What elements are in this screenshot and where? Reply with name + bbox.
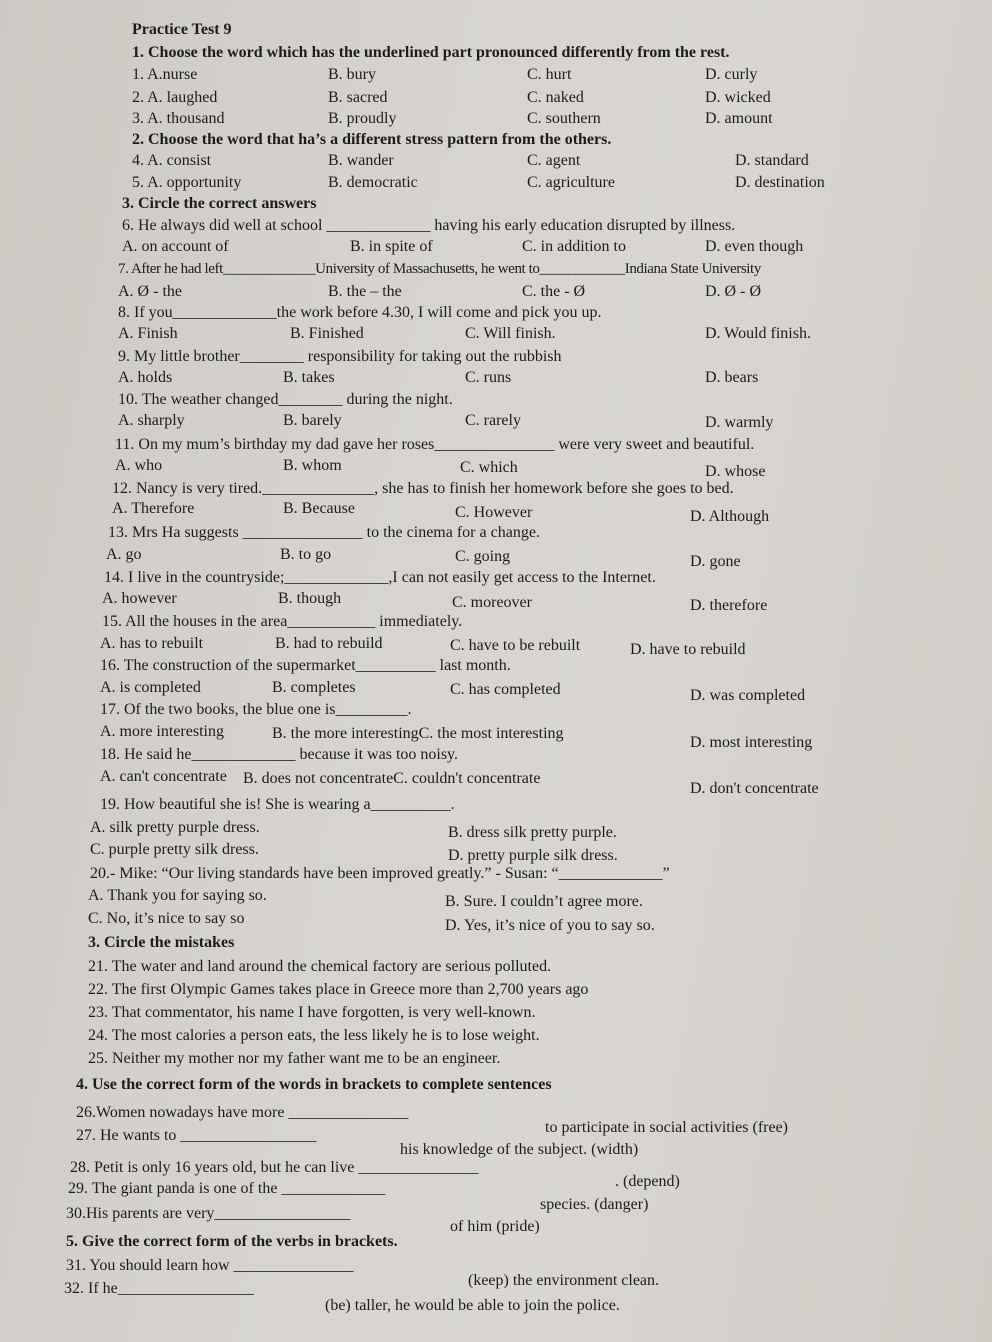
option-c[interactable]: C. the - Ø <box>522 283 586 300</box>
section-heading-word-forms: 4. Use the correct form of the words in brackets to complete sentences <box>76 1076 552 1093</box>
option-c[interactable]: C. Will finish. <box>465 325 556 342</box>
sentence-left[interactable]: 29. The giant panda is one of the _____________ <box>68 1180 386 1197</box>
question-stem: 17. Of the two books, the blue one is_________. <box>100 701 412 718</box>
option-d[interactable]: D. warmly <box>705 414 774 431</box>
option-b[interactable]: B. barely <box>283 412 342 429</box>
option-a[interactable]: 2. A. laughed <box>132 89 218 106</box>
option-d[interactable]: D. therefore <box>690 597 768 614</box>
option-a[interactable]: A. holds <box>118 369 173 386</box>
option-a[interactable]: A. is completed <box>100 679 201 696</box>
sentence-left[interactable]: 27. He wants to _________________ <box>76 1127 317 1144</box>
option-b[interactable]: B. whom <box>283 457 342 474</box>
option-d[interactable]: D. pretty purple silk dress. <box>448 847 618 864</box>
option-d[interactable]: D. gone <box>690 553 741 570</box>
option-c[interactable]: C. moreover <box>452 594 532 611</box>
option-a[interactable]: A. can't concentrate <box>100 768 227 785</box>
mistake-sentence-25[interactable]: 25. Neither my mother nor my father want me to be an engineer. <box>88 1050 501 1067</box>
question-stem: 9. My little brother________ responsibility for taking out the rubbish <box>118 348 562 365</box>
question-stem: 18. He said he_____________ because it was too noisy. <box>100 746 459 763</box>
option-b[interactable]: B. bury <box>328 66 376 83</box>
question-stem: 15. All the houses in the area___________ immediately. <box>102 613 463 630</box>
option-a[interactable]: A. Ø - the <box>118 283 182 300</box>
option-d[interactable]: D. Ø - Ø <box>705 283 761 300</box>
sentence-left[interactable]: 31. You should learn how _______________ <box>66 1257 354 1274</box>
option-c[interactable]: C. agent <box>527 152 581 169</box>
option-c[interactable]: C. southern <box>527 110 601 127</box>
option-a[interactable]: A. who <box>115 457 163 474</box>
section-heading-mistakes: 3. Circle the mistakes <box>88 934 235 951</box>
sentence-right: his knowledge of the subject. (width) <box>400 1141 639 1158</box>
option-c[interactable]: C. purple pretty silk dress. <box>90 841 259 858</box>
option-c[interactable]: C. No, it’s nice to say so <box>88 910 245 927</box>
option-c[interactable]: C. which <box>460 459 518 476</box>
question-stem: 20.- Mike: “Our living standards have been improved greatly.” - Susan: “_____________” <box>90 865 670 882</box>
question-stem: 16. The construction of the supermarket__________ last month. <box>100 657 511 674</box>
option-d[interactable]: D. have to rebuild <box>630 641 746 658</box>
mistake-sentence-21[interactable]: 21. The water and land around the chemical factory are serious polluted. <box>88 958 552 975</box>
option-b[interactable]: B. in spite of <box>350 238 433 255</box>
sentence-right: of him (pride) <box>450 1218 540 1235</box>
option-c[interactable]: C. hurt <box>527 66 572 83</box>
option-b[interactable]: B. Sure. I couldn’t agree more. <box>445 893 643 910</box>
sentence-left[interactable]: 32. If he_________________ <box>64 1280 254 1297</box>
option-b[interactable]: B. completes <box>272 679 356 696</box>
option-c[interactable]: C. going <box>455 548 511 565</box>
option-c[interactable]: C. in addition to <box>522 238 626 255</box>
section-heading-stress: 2. Choose the word that ha’s a different stress pattern from the others. <box>132 131 612 148</box>
question-stem: 8. If you_____________the work before 4.30, I will come and pick you up. <box>118 304 602 321</box>
option-d[interactable]: D. Yes, it’s nice of you to say so. <box>445 917 655 934</box>
option-a[interactable]: 5. A. opportunity <box>132 174 242 191</box>
option-b[interactable]: B. democratic <box>328 174 418 191</box>
mistake-sentence-22[interactable]: 22. The first Olympic Games takes place in Greece more than 2,700 years ago <box>88 981 589 998</box>
option-a[interactable]: A. Thank you for saying so. <box>88 887 267 904</box>
section-heading-verbs: 5. Give the correct form of the verbs in brackets. <box>66 1233 398 1250</box>
option-a[interactable]: A. more interesting <box>100 723 224 740</box>
option-c[interactable]: C. has completed <box>450 681 561 698</box>
option-a[interactable]: A. Finish <box>118 325 178 342</box>
option-d[interactable]: D. don't concentrate <box>690 780 819 797</box>
option-a[interactable]: 1. A.nurse <box>132 66 198 83</box>
option-d[interactable]: D. Although <box>690 508 770 525</box>
option-a[interactable]: A. however <box>102 590 177 607</box>
sentence-left[interactable]: 28. Petit is only 16 years old, but he can live _______________ <box>70 1159 479 1176</box>
section-heading-correct-answers: 3. Circle the correct answers <box>122 195 317 212</box>
option-b[interactable]: B. Because <box>283 500 355 517</box>
option-a[interactable]: A. go <box>106 546 142 563</box>
option-c[interactable]: C. naked <box>527 89 584 106</box>
option-a[interactable]: 4. A. consist <box>132 152 212 169</box>
option-b-c[interactable]: B. does not concentrateC. couldn't concentrate <box>243 770 541 787</box>
sentence-right: . (depend) <box>615 1173 680 1190</box>
option-b[interactable]: B. had to rebuild <box>275 635 383 652</box>
question-stem: 13. Mrs Ha suggests _______________ to the cinema for a change. <box>108 524 540 541</box>
mistake-sentence-24[interactable]: 24. The most calories a person eats, the less likely he is to lose weight. <box>88 1027 540 1044</box>
option-b[interactable]: B. dress silk pretty purple. <box>448 824 617 841</box>
question-stem: 14. I live in the countryside;_____________,I can not easily get access to the Internet. <box>104 569 656 586</box>
test-title: Practice Test 9 <box>132 21 232 38</box>
question-stem: 11. On my mum’s birthday my dad gave her roses_______________ were very sweet and beautiful. <box>115 436 755 453</box>
option-d[interactable]: D. whose <box>705 463 766 480</box>
option-d[interactable]: D. amount <box>705 110 773 127</box>
option-c[interactable]: C. agriculture <box>527 174 615 191</box>
option-c[interactable]: C. rarely <box>465 412 521 429</box>
option-d[interactable]: D. curly <box>705 66 758 83</box>
option-b[interactable]: B. wander <box>328 152 394 169</box>
option-d[interactable]: D. most interesting <box>690 734 813 751</box>
sentence-left[interactable]: 26.Women nowadays have more _______________ <box>76 1104 409 1121</box>
option-b[interactable]: B. sacred <box>328 89 388 106</box>
sentence-right: species. (danger) <box>540 1196 649 1213</box>
sentence-right: to participate in social activities (free) <box>545 1119 788 1136</box>
question-stem: 10. The weather changed________ during the night. <box>118 391 453 408</box>
option-b[interactable]: B. the – the <box>328 283 402 300</box>
option-a[interactable]: A. silk pretty purple dress. <box>90 819 260 836</box>
option-b[interactable]: B. Finished <box>290 325 364 342</box>
option-d[interactable]: D. standard <box>735 152 809 169</box>
option-a[interactable]: A. sharply <box>118 412 185 429</box>
section-heading-pronunciation: 1. Choose the word which has the underlined part pronounced differently from the rest. <box>132 44 730 61</box>
mistake-sentence-23[interactable]: 23. That commentator, his name I have forgotten, is very well-known. <box>88 1004 536 1021</box>
option-d[interactable]: D. even though <box>705 238 804 255</box>
option-c[interactable]: C. have to be rebuilt <box>450 637 581 654</box>
option-a[interactable]: 3. A. thousand <box>132 110 225 127</box>
option-d[interactable]: D. wicked <box>705 89 771 106</box>
sentence-right: (keep) the environment clean. <box>468 1272 660 1289</box>
option-a[interactable]: A. has to rebuilt <box>100 635 204 652</box>
option-b[interactable]: B. to go <box>280 546 332 563</box>
sentence-left[interactable]: 30.His parents are very_________________ <box>66 1205 351 1222</box>
option-d[interactable]: D. bears <box>705 369 759 386</box>
option-b-c[interactable]: B. the more interestingC. the most interesting <box>272 725 564 742</box>
option-d[interactable]: D. Would finish. <box>705 325 811 342</box>
option-b[interactable]: B. takes <box>283 369 335 386</box>
question-stem: 6. He always did well at school _____________ having his early education disrupted by illness. <box>122 217 736 234</box>
option-d[interactable]: D. destination <box>735 174 825 191</box>
option-a[interactable]: A. Therefore <box>112 500 195 517</box>
option-b[interactable]: B. proudly <box>328 110 397 127</box>
question-stem: 7. After he had left_____________University of Massachusetts, he went to____________Indiana State University <box>118 261 761 277</box>
question-stem: 19. How beautiful she is! She is wearing a__________. <box>100 796 455 813</box>
option-b[interactable]: B. though <box>278 590 342 607</box>
question-stem: 12. Nancy is very tired.______________, she has to finish her homework before she goes to bed. <box>112 480 734 497</box>
sentence-right: (be) taller, he would be able to join the police. <box>325 1297 620 1314</box>
option-d[interactable]: D. was completed <box>690 687 806 704</box>
option-c[interactable]: C. However <box>455 504 533 521</box>
option-c[interactable]: C. runs <box>465 369 512 386</box>
option-a[interactable]: A. on account of <box>122 238 229 255</box>
